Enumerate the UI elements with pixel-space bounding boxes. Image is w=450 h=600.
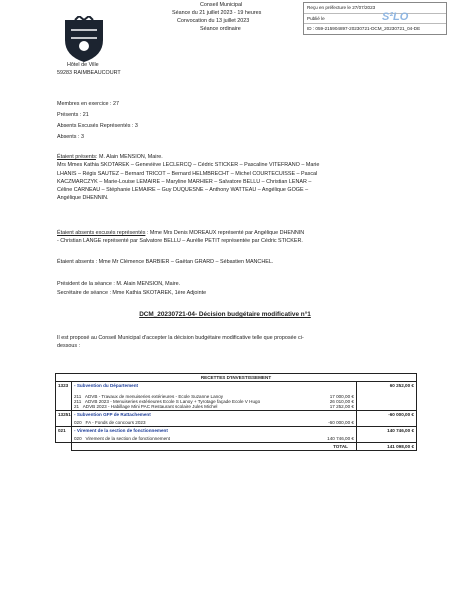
table-row [74,404,354,409]
item-amount: 17 252,00 € [329,404,354,409]
item-label: ADVB 2023 - Menuiseries extérieures Ecole S Lanoy + Tyrotage façade Ecole V Hugo [84,399,261,404]
stamp-published [304,14,446,25]
item-label: ADVB - Travaux de menuiseries extérieures - Ecole Suzanne Lanoy [84,394,224,399]
count-exercice: Membres en exercice : 27 [57,101,120,107]
secretary-line: Secrétaire de séance : Mme Kathia SKOTAREK, 1ère Adjointe [57,290,207,296]
presents-label: Étaient présents [57,154,96,160]
stamp-published-label: Publié le [307,15,325,21]
section-code: 021 [56,427,72,443]
total-value: 141 098,00 € [356,443,416,451]
count-presents: Présents : 21 [57,112,89,118]
table-section [56,427,417,443]
intro-line: Il est proposé au Conseil Municipal d'accepter la décision budgétaire modificative telle que proposée ci- [57,335,304,341]
presents-line: Angélique DHENNIN. [57,195,109,202]
presents-line: Mrs Mmes Kathia SKOTAREK – Geneviève LECLERCQ – Cédric STICKER – Pascaline VITEFRANO – Marie [57,162,320,169]
presents-line: KACZMARCZYK – Marie-Louise LEMAIRE – Maryline MARHIER – Salvatore BELLU – Christian LENAR – [57,178,312,185]
count-excuses: Absents Excusés Représentés : 3 [57,123,138,129]
item-code: 211 [74,394,82,399]
table-header: RECETTES D'INVESTISSEMENT [56,374,417,382]
stamp-id: ID : 059-215904897-20230721-DCM_20230721_04-DE [307,26,421,31]
total-label: TOTAL [72,443,357,451]
prefecture-stamp [303,2,447,35]
total-row [56,443,417,451]
section-total: 60 252,00 € [356,382,416,411]
section-title: - Subvention du Département [74,383,139,388]
session-date: Séance du 21 juillet 2023 - 19 heures [172,10,262,16]
section-title-text: Subvention GFP de Rattachement [76,412,151,417]
section-code: 13251 [56,411,72,427]
session-type: Séance ordinaire [200,26,241,32]
count-absents: Absents : 3 [57,134,84,140]
intro-line: dessous : [57,343,81,350]
absents-line: Étaient absents : Mme Mr Clémence BARBIER – Gaëtan GRARD – Sébastien MANCHEL. [57,259,274,265]
section-total: 140 746,00 € [356,427,416,443]
item-amount: 17 000,00 € [329,394,354,399]
item-code: 020 [74,436,82,441]
excuses-line: - Christian LANGE représenté par Salvatore BELLU – Aurélie PETIT représentée par Cédric STICKER. [57,238,303,245]
city-name: Hôtel de Ville [67,62,99,68]
section-title: - Subvention GFP de Rattachement [74,412,151,417]
decision-intro [57,334,427,351]
stamp-received: Reçu en préfecture le 27/07/2023 [304,3,446,14]
item-code: 020 [74,420,82,425]
section-total: -60 000,00 € [356,411,416,427]
presents-block [57,153,427,203]
president-line: Président de la séance : M. Alain MENSION, Maire. [57,281,181,287]
item-code: 21 [74,404,80,409]
item-label: FA - Fonds de concours 2023 [85,420,146,425]
city-postal: 59283 RAIMBEAUCOURT [57,70,121,76]
excuses-block [57,229,427,246]
table-section [56,382,417,411]
presents-line: LHANIS – Régis SAUTEZ – Bernard TRICOT – Bernard HELMBRECHT – Michel COURTECUISSE – Pascal [57,170,318,177]
city-logo [57,16,111,64]
section-title: - Virement de la section de fonctionnement [74,428,168,433]
table-section [56,411,417,427]
item-amount: 140 746,00 € [327,436,354,441]
item-amount: 26 010,00 € [329,399,354,404]
item-code: 211 [74,399,82,404]
budget-table [55,373,417,451]
item-amount: -60 000,00 € [328,420,354,425]
convocation-date: Convocation du 13 juillet 2023 [177,18,250,24]
excuses-text: : Mme Mrs Denis MOREAUX représenté par Angélique DHENNIN [145,230,305,236]
excuses-label: Étaient absents excusés représentés [57,230,146,236]
section-title-text: Subvention du Département [76,383,139,388]
council-title: Conseil Municipal [200,2,243,8]
stamp-brand-logo: S²LO [382,11,409,23]
item-label: ADVB 2023 - Habillage Mini PAC Restaurant scolaire Jules Michel [82,404,218,409]
section-code: 1323 [56,382,72,411]
decision-title: DCM_20230721-04- Décision budgétaire modificative n°1 [139,311,311,318]
presents-line: Céline CARNEAU – Stéphanie LEMAIRE – Guy DUQUESNE – Anthony WATTEAU – Angélique GOGE – [57,187,309,194]
table-row [74,436,354,441]
item-label: Virement de la section de fonctionnement [85,436,170,441]
section-title-text: Virement de la section de fonctionnement [76,428,168,433]
presents-mayor: : M. Alain MENSION, Maire. [95,154,163,160]
table-row [74,420,354,425]
